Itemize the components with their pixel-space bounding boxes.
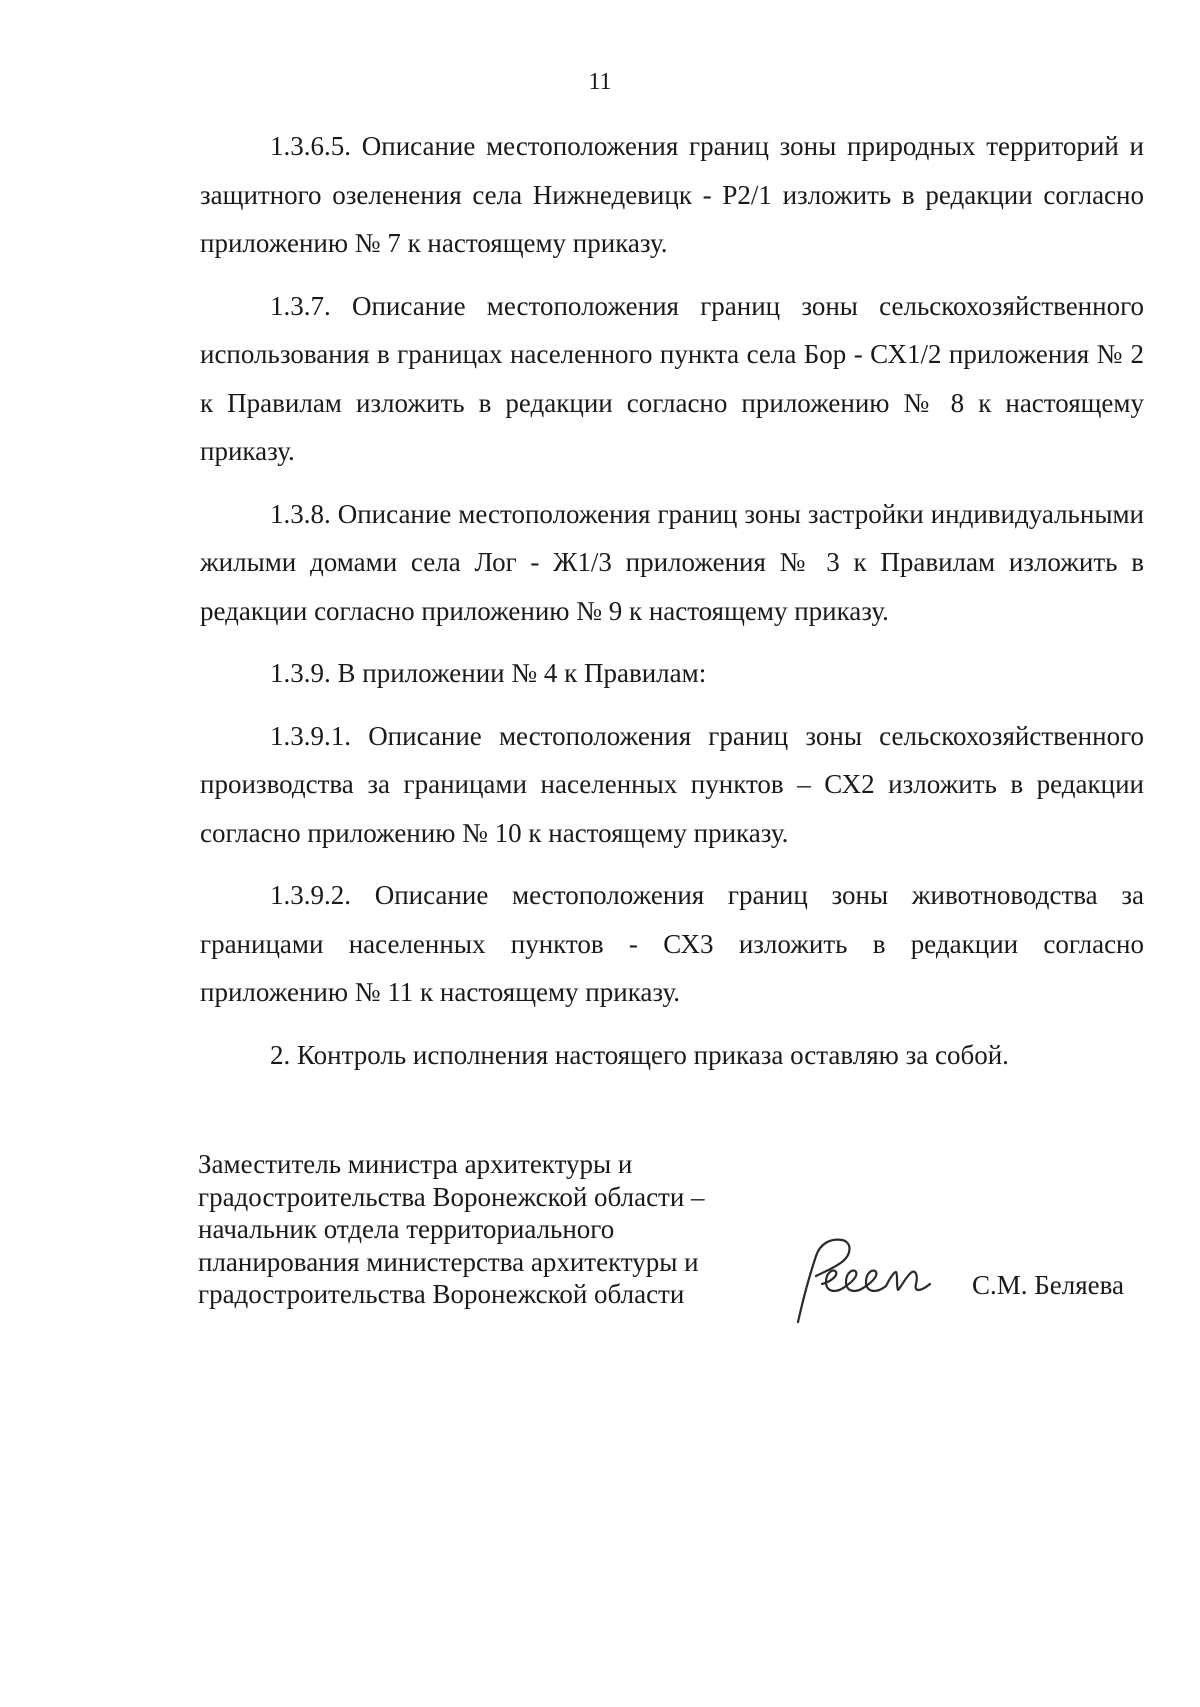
paragraph-1-3-8: 1.3.8. Описание местоположения границ зоны застройки индивидуальными жилыми домами села Лог - Ж1/3 приложения № 3 к Правилам изложить в редакции согласно приложению № 9 к настоящему приказу.	[200, 498, 1144, 626]
paragraph-1-3-6-5: 1.3.6.5. Описание местоположения границ зоны природных территорий и защитного озеленения села Нижнедевицк - Р2/1 изложить в редакции согласно приложению № 7 к настоящему приказу.	[200, 131, 1144, 258]
signer-title	[198, 1148, 758, 1311]
paragraph-1-3-7: 1.3.7. Описание местоположения границ зоны сельскохозяйственного использования в границах населенного пункта села Бор - СХ1/2 приложения № 2 к Правилам изложить в редакции согласно приложению № 8 к настоящему приказу.	[200, 290, 1144, 466]
handwritten-signature-image	[790, 1232, 960, 1326]
signature-block	[198, 1148, 1158, 1328]
paragraph-2: 2. Контроль исполнения настоящего приказа оставляю за собой.	[270, 1039, 1009, 1070]
signer-title-line: Заместитель министра архитектуры и	[198, 1149, 633, 1179]
signer-name: С.М. Беляева	[972, 1270, 1125, 1300]
page-number: 11	[588, 69, 612, 95]
paragraph-1-3-9-1: 1.3.9.1. Описание местоположения границ зоны сельскохозяйственного производства за границами населенных пунктов – СХ2 изложить в редакции согласно приложению № 10 к настоящему приказу.	[200, 720, 1144, 848]
paragraph-1-3-9-2: 1.3.9.2. Описание местоположения границ зоны животноводства за границами населенных пунктов - СХ3 изложить в редакции согласно приложению № 11 к настоящему приказу.	[200, 880, 1144, 1007]
signer-title-line: градостроительства Воронежской области	[198, 1279, 685, 1309]
signer-title-line: начальник отдела территориального	[198, 1214, 615, 1244]
signer-title-line: планирования министерства архитектуры и	[198, 1246, 699, 1277]
signer-title-line: градостроительства Воронежской области –	[198, 1181, 705, 1212]
body-text	[200, 122, 1144, 1093]
paragraph-1-3-9: 1.3.9. В приложении № 4 к Правилам:	[270, 658, 707, 688]
